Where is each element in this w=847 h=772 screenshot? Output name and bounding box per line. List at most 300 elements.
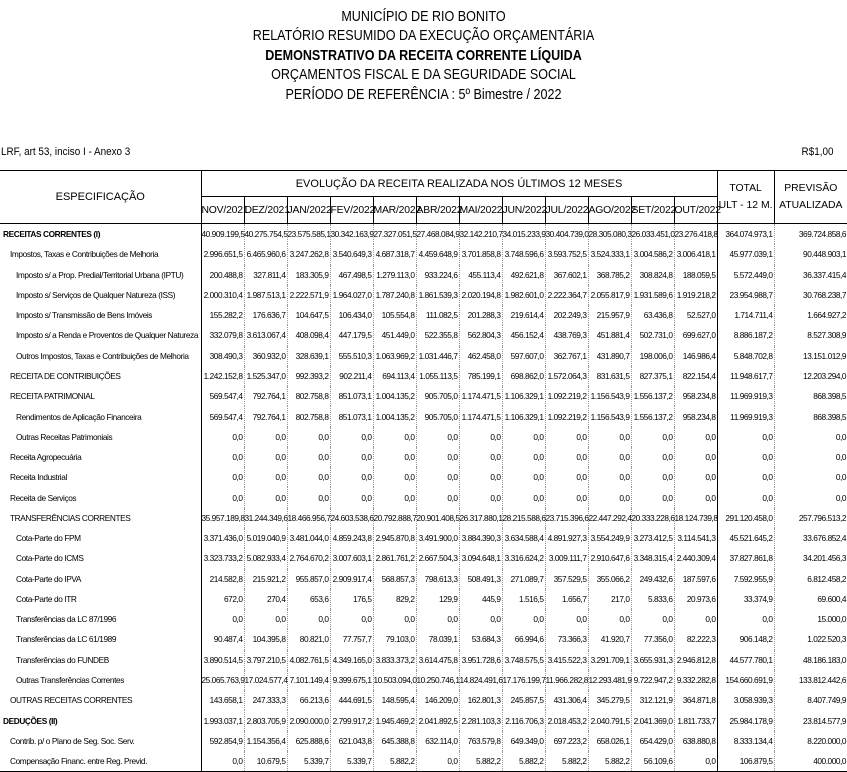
month-value: 649.349,0 [502,731,545,751]
month-header: MAI/2022 [459,197,502,224]
forecast-value: 23.814.577,9 [803,715,847,726]
header-municipality: MUNICÍPIO DE RIO BONITO [341,9,506,25]
forecast-value: 369.724.858,6 [798,229,847,240]
month-value: 3.890.514,5 [201,650,244,670]
month-value: 2.861.761,2 [373,548,416,568]
forecast-value: 13.151.012,9 [803,350,847,361]
month-value: 143.658,1 [201,690,244,710]
month-value: 694.113,4 [373,366,416,386]
month-value: 0,0 [631,487,674,507]
month-value: 455.113,4 [459,265,502,285]
month-value: 933.224,6 [416,265,459,285]
month-value: 597.607,0 [502,346,545,366]
month-value: 78.039,1 [416,629,459,649]
month-header: DEZ/2021 [244,197,287,224]
month-value: 41.920,7 [588,629,631,649]
month-value: 0,0 [201,427,244,447]
forecast-value: 8.527.308,9 [807,330,847,341]
row-label: DEDUÇÕES (II) [0,710,201,730]
month-value: 28.215.588,6 [502,508,545,528]
month-value: 0,0 [416,609,459,629]
month-value: 763.579,8 [459,731,502,751]
month-value: 1.919.218,2 [674,285,717,305]
forecast-value: 33.676.852,4 [803,533,847,544]
month-value: 467.498,5 [330,265,373,285]
month-value: 0,0 [674,487,717,507]
month-value: 5.339,7 [287,751,330,772]
month-value: 3.004.586,2 [631,244,674,264]
month-value: 3.554.249,9 [588,528,631,548]
row-label: Cota-Parte do ICMS [0,548,201,568]
row-label: Cota-Parte do ITR [0,589,201,609]
month-value: 698.862,0 [502,366,545,386]
month-value: 79.103,0 [373,629,416,649]
month-value: 0,0 [674,751,717,772]
month-value: 2.040.791,5 [588,710,631,730]
month-value: 270,4 [244,589,287,609]
month-value: 22.447.292,4 [588,508,631,528]
month-value: 155.282,2 [201,305,244,325]
month-value: 77.757,7 [330,629,373,649]
forecast-value: 12.203.294,0 [803,370,847,381]
month-value: 2.799.917,2 [330,710,373,730]
month-value: 104.395,8 [244,629,287,649]
month-value: 632.114,0 [416,731,459,751]
month-value: 1.993.037,1 [201,710,244,730]
spec-header: ESPECIFICAÇÃO [0,171,201,224]
month-value: 1.656,7 [545,589,588,609]
month-value: 23.276.418,8 [674,224,717,245]
month-value: 1.964.027,0 [330,285,373,305]
forecast-value: 868.398,5 [813,411,847,422]
month-value: 10.250.746,1 [416,670,459,690]
month-header: JUN/2022 [502,197,545,224]
month-value: 308.490,3 [201,346,244,366]
month-value: 12.293.481,9 [588,670,631,690]
month-value: 3.247.262,8 [287,244,330,264]
month-value: 0,0 [287,467,330,487]
month-value: 332.079,8 [201,325,244,345]
month-value: 0,0 [588,427,631,447]
month-value: 905.705,0 [416,406,459,426]
month-header: NOV/2021 [201,197,244,224]
month-value: 5.882,2 [502,751,545,772]
table-row [0,325,847,345]
month-header: JAN/2022 [287,197,330,224]
month-value: 408.098,4 [287,325,330,345]
total-value: 0,0 [717,609,774,629]
month-value: 3.797.210,5 [244,650,287,670]
row-label: Receita Agropecuária [0,447,201,467]
month-value: 522.355,8 [416,325,459,345]
month-value: 11.966.282,8 [545,670,588,690]
month-value: 5.882,2 [459,751,502,772]
month-value: 5.339,7 [330,751,373,772]
month-value: 200.488,8 [201,265,244,285]
month-value: 431.890,7 [588,346,631,366]
month-value: 9.399.675,1 [330,670,373,690]
table-row [0,487,847,507]
month-value: 104.647,5 [287,305,330,325]
month-value: 1.055.113,5 [416,366,459,386]
total-value: 3.058.939,3 [717,690,774,710]
month-value: 217,0 [588,589,631,609]
month-value: 3.009.111,7 [545,548,588,568]
month-value: 30.404.739,0 [545,224,588,245]
total-value: 106.879,5 [717,751,774,772]
row-label: Impostos, Taxas e Contribuições de Melhoria [0,244,201,264]
month-value: 327.811,4 [244,265,287,285]
month-value: 1.154.356,4 [244,731,287,751]
month-value: 3.323.733,2 [201,548,244,568]
month-value: 0,0 [459,447,502,467]
month-value: 146.986,4 [674,346,717,366]
month-value: 28.305.080,3 [588,224,631,245]
month-value: 431.306,4 [545,690,588,710]
month-value: 3.371.436,0 [201,528,244,548]
month-value: 25.065.763,9 [201,670,244,690]
month-value: 0,0 [373,467,416,487]
month-value: 3.748.596,6 [502,244,545,264]
total-value: 11.969.919,3 [717,386,774,406]
month-value: 1.811.733,7 [674,710,717,730]
month-value: 697.223,2 [545,731,588,751]
month-value: 1.106.329,1 [502,406,545,426]
month-value: 32.142.210,7 [459,224,502,245]
month-value: 0,0 [373,447,416,467]
month-value: 1.987.513,1 [244,285,287,305]
month-value: 0,0 [545,487,588,507]
month-value: 0,0 [244,609,287,629]
month-value: 0,0 [330,427,373,447]
month-value: 111.082,5 [416,305,459,325]
row-label: Cota-Parte do IPVA [0,569,201,589]
month-header: AGO/2022 [588,197,631,224]
month-value: 0,0 [287,427,330,447]
month-value: 355.066,2 [588,569,631,589]
month-value: 312.121,9 [631,690,674,710]
month-value: 0,0 [330,447,373,467]
month-value: 2.667.504,3 [416,548,459,568]
forecast-value: 0,0 [835,431,847,442]
month-value: 2.440.309,4 [674,548,717,568]
month-value: 3.951.728,6 [459,650,502,670]
forecast-value: 400.000,0 [774,751,847,772]
month-value: 368.785,2 [588,265,631,285]
row-label: RECEITA DE CONTRIBUIÇÕES [0,366,201,386]
row-label: Outras Transferências Correntes [0,670,201,690]
month-value: 802.758,8 [287,386,330,406]
month-value: 654.429,0 [631,731,674,751]
month-value: 2.764.670,2 [287,548,330,568]
month-value: 3.348.315,4 [631,548,674,568]
header-period: PERÍODO DE REFERÊNCIA : 5º Bimestre / 2022 [285,86,562,103]
forecast-value: 30.768.238,7 [803,289,847,300]
month-header: ABR/2022 [416,197,459,224]
month-value: 188.059,5 [674,265,717,285]
total-value: 291.120.458,0 [717,508,774,528]
month-value: 0,0 [201,487,244,507]
month-value: 219.614,4 [502,305,545,325]
month-value: 9.332.282,8 [674,670,717,690]
month-value: 3.273.412,5 [631,528,674,548]
month-value: 1.945.469,2 [373,710,416,730]
forecast-value: 0,0 [835,452,847,463]
header-report-title: RELATÓRIO RESUMIDO DA EXECUÇÃO ORÇAMENTÁRIA [252,28,595,45]
table-row [0,366,847,386]
month-value: 0,0 [373,427,416,447]
month-value: 1.279.113,0 [373,265,416,285]
month-value: 5.082.933,4 [244,548,287,568]
forecast-header [774,171,847,224]
total-value: 906.148,2 [717,629,774,649]
forecast-value: 1.022.520,3 [807,634,847,645]
currency-unit: R$1,00 [801,146,833,158]
total-header [717,171,774,224]
row-label: Imposto s/ a Prop. Predial/Territorial Urbana (IPTU) [0,265,201,285]
month-value: 24.603.538,6 [330,508,373,528]
month-value: 508.491,3 [459,569,502,589]
table-row [0,548,847,568]
month-value: 2.803.705,9 [244,710,287,730]
revenue-table [0,170,847,772]
total-value: 5.572.449,0 [717,265,774,285]
month-value: 0,0 [201,751,244,772]
month-value: 1.063.969,2 [373,346,416,366]
legal-reference: LRF, art 53, inciso I - Anexo 3 [1,146,131,158]
month-value: 0,0 [416,467,459,487]
row-label: TRANSFERÊNCIAS CORRENTES [0,508,201,528]
month-value: 699.627,0 [674,325,717,345]
month-value: 0,0 [631,447,674,467]
month-value: 4.687.318,7 [373,244,416,264]
month-value: 827.375,1 [631,366,674,386]
table-row [0,670,847,690]
month-value: 1.092.219,2 [545,386,588,406]
month-value: 625.888,6 [287,731,330,751]
row-label: Rendimentos de Aplicação Financeira [0,406,201,426]
month-value: 555.510,3 [330,346,373,366]
table-row [0,710,847,730]
month-value: 2.000.310,4 [201,285,244,305]
month-value: 798.613,3 [416,569,459,589]
month-value: 5.882,2 [545,751,588,772]
month-value: 63.436,8 [631,305,674,325]
month-value: 0,0 [545,447,588,467]
report-header [0,8,847,105]
total-value: 1.714.711,4 [717,305,774,325]
month-header: JUL/2022 [545,197,588,224]
month-value: 2.041.369,0 [631,710,674,730]
month-value: 0,0 [631,609,674,629]
month-value: 0,0 [330,609,373,629]
total-value: 0,0 [717,467,774,487]
month-value: 360.932,0 [244,346,287,366]
month-value: 198.006,0 [631,346,674,366]
total-header-line2: ULT - 12 M. [718,200,773,211]
month-value: 183.305,9 [287,265,330,285]
month-value: 1.106.329,1 [502,386,545,406]
total-value: 45.977.039,1 [717,244,774,264]
month-value: 1.982.601,0 [502,285,545,305]
month-value: 456.152,4 [502,325,545,345]
month-value: 27.327.051,5 [373,224,416,245]
row-label: OUTRAS RECEITAS CORRENTES [0,690,201,710]
table-row [0,346,847,366]
total-value: 11.969.919,3 [717,406,774,426]
month-value: 0,0 [588,447,631,467]
table-row [0,609,847,629]
month-value: 1.556.137,2 [631,386,674,406]
total-value: 5.848.702,8 [717,346,774,366]
total-value: 154.660.691,9 [717,670,774,690]
table-row [0,244,847,264]
month-value: 3.415.522,3 [545,650,588,670]
forecast-value: 36.337.415,4 [803,269,847,280]
month-value: 215.957,9 [588,305,631,325]
month-value: 592.854,9 [201,731,244,751]
forecast-value: 8.220.000,0 [807,735,847,746]
month-value: 187.597,6 [674,569,717,589]
total-value: 8.886.187,2 [717,325,774,345]
month-value: 34.015.233,9 [502,224,545,245]
month-value: 4.349.165,0 [330,650,373,670]
month-value: 1.031.446,7 [416,346,459,366]
month-value: 17.176.199,7 [502,670,545,690]
table-row [0,224,847,245]
month-value: 568.857,3 [373,569,416,589]
month-value: 0,0 [287,609,330,629]
month-value: 792.764,1 [244,386,287,406]
month-value: 214.582,8 [201,569,244,589]
month-value: 3.291.709,1 [588,650,631,670]
month-value: 106.434,0 [330,305,373,325]
month-value: 2.116.706,3 [502,710,545,730]
month-value: 829,2 [373,589,416,609]
month-value: 4.859.243,8 [330,528,373,548]
month-value: 905.705,0 [416,386,459,406]
month-value: 52.527,0 [674,305,717,325]
table-row [0,285,847,305]
month-value: 3.114.541,3 [674,528,717,548]
forecast-value: 1.664.927,2 [807,310,847,321]
month-value: 23.715.396,6 [545,508,588,528]
month-value: 2.020.194,8 [459,285,502,305]
month-value: 0,0 [588,467,631,487]
month-value: 3.634.588,4 [502,528,545,548]
month-header: FEV/2022 [330,197,373,224]
total-value: 364.074.973,1 [717,224,774,245]
table-row [0,427,847,447]
month-value: 0,0 [674,609,717,629]
table-row [0,589,847,609]
month-value: 658.026,1 [588,731,631,751]
month-value: 66.213,6 [287,690,330,710]
month-value: 2.041.892,5 [416,710,459,730]
month-value: 2.996.651,5 [201,244,244,264]
month-value: 569.547,4 [201,386,244,406]
total-value: 33.374,9 [717,589,774,609]
month-value: 621.043,8 [330,731,373,751]
month-value: 6.465.960,6 [244,244,287,264]
row-label: Receita Industrial [0,467,201,487]
month-value: 2.090.000,0 [287,710,330,730]
month-value: 492.621,8 [502,265,545,285]
forecast-header-line1: PREVISÃO [784,183,838,194]
month-value: 27.468.084,9 [416,224,459,245]
month-value: 1.174.471,5 [459,406,502,426]
month-value: 3.094.648,1 [459,548,502,568]
month-value: 4.082.761,5 [287,650,330,670]
forecast-value: 48.186.183,0 [803,654,847,665]
month-value: 2.946.812,8 [674,650,717,670]
forecast-value: 6.812.458,2 [807,573,847,584]
month-value: 1.004.135,2 [373,386,416,406]
month-value: 129,9 [416,589,459,609]
month-value: 3.884.390,3 [459,528,502,548]
month-value: 1.156.543,9 [588,406,631,426]
month-value: 3.491.900,0 [416,528,459,548]
total-value: 37.827.861,8 [717,548,774,568]
month-value: 23.575.585,1 [287,224,330,245]
month-value: 0,0 [545,467,588,487]
month-value: 35.957.189,8 [201,508,244,528]
evolution-header: EVOLUÇÃO DA RECEITA REALIZADA NOS ÚLTIMOS 12 MESES [201,171,717,197]
month-value: 0,0 [244,427,287,447]
table-row [0,751,847,772]
total-value: 23.954.988,7 [717,285,774,305]
table-row [0,629,847,649]
month-value: 5.882,2 [588,751,631,772]
month-value: 0,0 [330,487,373,507]
month-value: 18.466.956,7 [287,508,330,528]
month-header: SET/2022 [631,197,674,224]
forecast-header-line2: ATUALIZADA [779,200,843,211]
forecast-value: 0,0 [835,472,847,483]
month-value: 1.861.539,3 [416,285,459,305]
month-value: 3.613.067,4 [244,325,287,345]
month-value: 105.554,8 [373,305,416,325]
month-value: 0,0 [674,427,717,447]
month-value: 0,0 [674,467,717,487]
month-value: 17.024.577,4 [244,670,287,690]
month-value: 2.910.647,6 [588,548,631,568]
header-budgets: ORÇAMENTOS FISCAL E DA SEGURIDADE SOCIAL [271,67,576,84]
row-label: Compensação Financ. entre Reg. Previd. [0,751,201,772]
month-value: 40.275.754,5 [244,224,287,245]
row-label: Cota-Parte do FPM [0,528,201,548]
month-value: 249.432,6 [631,569,674,589]
month-value: 40.909.199,5 [201,224,244,245]
table-row [0,528,847,548]
month-value: 3.007.603,1 [330,548,373,568]
row-label: Transferências do FUNDEB [0,650,201,670]
month-value: 247.333,3 [244,690,287,710]
row-label: RECEITA PATRIMONIAL [0,386,201,406]
month-value: 0,0 [588,609,631,629]
month-value: 3.701.858,8 [459,244,502,264]
month-value: 73.366,3 [545,629,588,649]
table-row [0,386,847,406]
month-value: 902.211,4 [330,366,373,386]
month-value: 215.921,2 [244,569,287,589]
month-value: 0,0 [459,609,502,629]
month-value: 3.540.649,3 [330,244,373,264]
row-label: Outros Impostos, Taxas e Contribuições de Melhoria [0,346,201,366]
month-value: 26.317.880,1 [459,508,502,528]
month-value: 0,0 [631,427,674,447]
total-value: 0,0 [717,447,774,467]
